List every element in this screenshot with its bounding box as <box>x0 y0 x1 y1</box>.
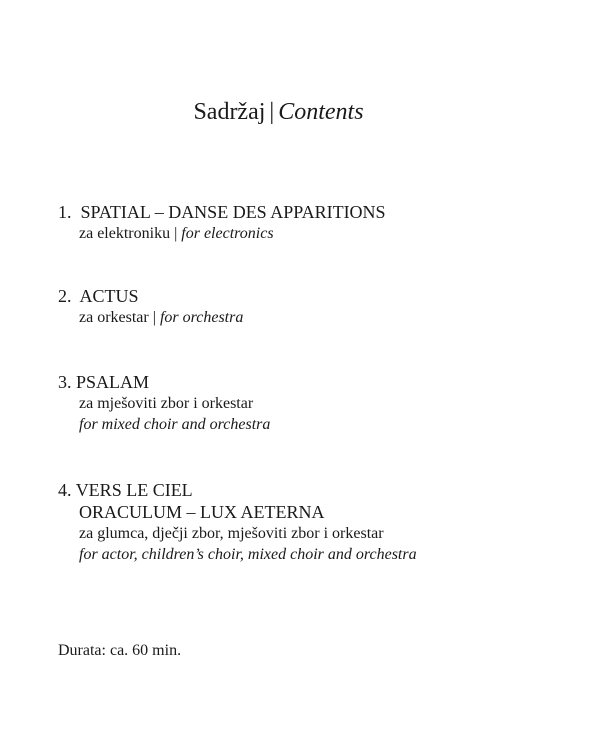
entry-heading <box>58 201 386 223</box>
entry-subtitle: ORACULUM – LUX AETERNA <box>79 502 325 522</box>
entry-heading <box>58 479 417 501</box>
instrumentation-english: for mixed choir and orchestra <box>79 416 271 433</box>
title-separator: | <box>269 99 275 125</box>
instrumentation-croatian: za mješoviti zbor i orkestar <box>79 395 254 412</box>
entry-title: SPATIAL – DANSE DES APPARITIONS <box>80 202 386 222</box>
entry-title: PSALAM <box>76 372 150 392</box>
entry-heading <box>58 285 243 307</box>
duration-note: Durata: ca. 60 min. <box>58 642 182 659</box>
instrumentation-croatian: za orkestar | <box>79 309 156 326</box>
instrumentation-english: for orchestra <box>159 309 244 326</box>
entry-number: 1. <box>58 202 72 222</box>
entry-number: 4. <box>58 480 72 500</box>
entry-instrumentation <box>58 307 243 328</box>
entry-title: ACTUS <box>79 286 139 306</box>
instrumentation-english: for actor, children’s choir, mixed choir and orchestra <box>79 546 417 563</box>
entry-instrumentation <box>58 223 386 244</box>
instrumentation-croatian: za glumca, dječji zbor, mješoviti zbor i orkestar <box>79 525 384 542</box>
entry-number: 2. <box>58 286 72 306</box>
contents-entry-3 <box>58 371 270 435</box>
contents-entry-4 <box>58 479 417 565</box>
title-english: Contents <box>278 99 364 125</box>
page-title <box>0 96 557 128</box>
entry-title: VERS LE CIEL <box>75 480 193 500</box>
entry-number: 3. <box>58 372 72 392</box>
entry-heading <box>58 371 270 393</box>
contents-entry-1 <box>58 201 386 244</box>
title-croatian: Sadržaj <box>193 99 266 125</box>
instrumentation-english: for electronics <box>181 225 274 242</box>
instrumentation-croatian: za elektroniku | <box>79 225 178 242</box>
contents-entry-2 <box>58 285 243 328</box>
